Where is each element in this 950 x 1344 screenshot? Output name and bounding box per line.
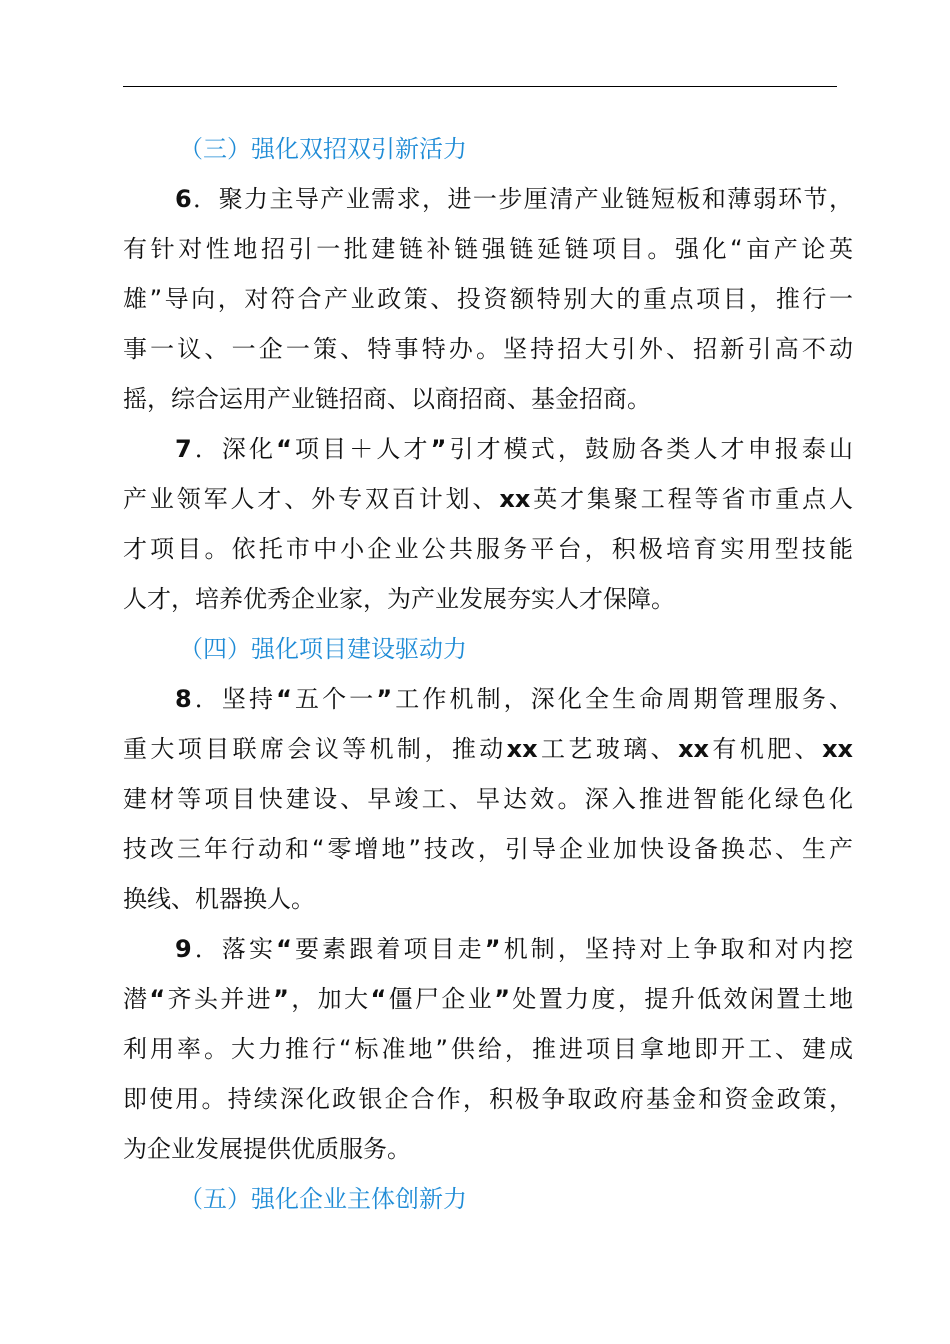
- paragraph-9-line-1: 9．落实“要素跟着项目走”机制，坚持对上争取和对内挖: [175, 935, 853, 963]
- header-rule: [123, 86, 837, 87]
- paragraph-7: [123, 424, 853, 624]
- section-heading-5: （五）强化企业主体创新力: [179, 1185, 467, 1213]
- item-number-8: 8: [175, 685, 192, 713]
- paragraph-6: [123, 174, 853, 424]
- paragraph-6-line-5: 摇，综合运用产业链招商、以商招商、基金招商。: [123, 385, 651, 413]
- item-number-9: 9: [175, 935, 192, 963]
- paragraph-6-line-4: 事一议、一企一策、特事特办。坚持招大引外、招新引高不动: [123, 335, 853, 363]
- paragraph-9-line-2: 潜“齐头并进”，加大“僵尸企业”处置力度，提升低效闲置土地: [123, 985, 853, 1013]
- paragraph-7-line-1: 7．深化“项目＋人才”引才模式，鼓励各类人才申报泰山: [175, 435, 853, 463]
- paragraph-8-line-1: 8．坚持“五个一”工作机制，深化全生命周期管理服务、: [175, 685, 853, 713]
- paragraph-6-line-2: 有针对性地招引一批建链补链强链延链项目。强化“亩产论英: [123, 235, 853, 263]
- paragraph-9-line-3: 利用率。大力推行“标准地”供给，推进项目拿地即开工、建成: [123, 1035, 853, 1063]
- paragraph-9-line-5: 为企业发展提供优质服务。: [123, 1135, 411, 1163]
- paragraph-8-line-5: 换线、机器换人。: [123, 885, 315, 913]
- paragraph-7-line-3: 才项目。依托市中小企业公共服务平台，积极培育实用型技能: [123, 535, 853, 563]
- paragraph-8: [123, 674, 853, 924]
- paragraph-9: [123, 924, 853, 1174]
- document-body: [123, 124, 853, 1224]
- paragraph-8-line-2: 重大项目联席会议等机制，推动xx工艺玻璃、xx有机肥、xx: [123, 735, 853, 763]
- section-heading-3: （三）强化双招双引新活力: [179, 135, 467, 163]
- paragraph-6-line-1: 6．聚力主导产业需求，进一步厘清产业链短板和薄弱环节，: [175, 185, 853, 213]
- paragraph-7-line-4: 人才，培养优秀企业家，为产业发展夯实人才保障。: [123, 585, 675, 613]
- item-number-6: 6: [175, 185, 192, 213]
- item-number-7: 7: [175, 435, 192, 463]
- paragraph-6-line-3: 雄”导向，对符合产业政策、投资额特别大的重点项目，推行一: [123, 285, 853, 313]
- section-heading-4: （四）强化项目建设驱动力: [179, 635, 467, 663]
- paragraph-7-line-2: 产业领军人才、外专双百计划、xx英才集聚工程等省市重点人: [123, 485, 853, 513]
- paragraph-9-line-4: 即使用。持续深化政银企合作，积极争取政府基金和资金政策，: [123, 1085, 853, 1113]
- paragraph-8-line-3: 建材等项目快建设、早竣工、早达效。深入推进智能化绿色化: [123, 785, 853, 813]
- paragraph-8-line-4: 技改三年行动和“零增地”技改，引导企业加快设备换芯、生产: [123, 835, 853, 863]
